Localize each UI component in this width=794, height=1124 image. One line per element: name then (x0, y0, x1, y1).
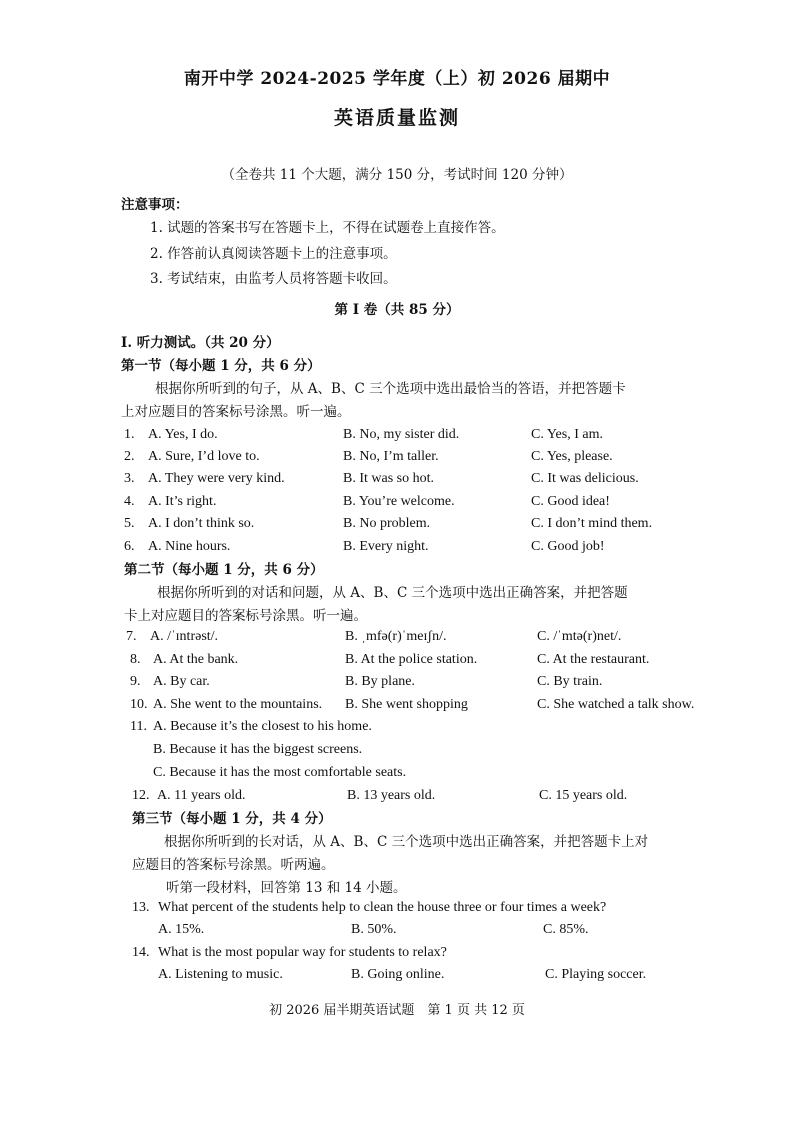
option-c: C. /ˈmtə(r)net/. (537, 629, 622, 644)
section1-heading: 第一节（每小题 1 分，共 6 分） (121, 358, 321, 374)
option-b: B. Because it has the biggest screens. (153, 742, 363, 757)
option-c: C. She watched a talk show. (537, 697, 695, 712)
option-c: C. Good job! (531, 539, 605, 554)
page-footer: 初 2026 届半期英语试题 第 1 页 共 12 页 (269, 1003, 525, 1018)
option-c: C. By train. (537, 674, 603, 689)
question-number: 7. (126, 629, 137, 644)
option-c: C. Yes, please. (531, 449, 613, 464)
note-item-2: 2. 作答前认真阅读答题卡上的注意事项。 (150, 246, 397, 262)
exam-title-line2: 英语质量监测 (333, 107, 460, 129)
part1-heading: I. 听力测试。（共 20 分） (121, 335, 280, 351)
option-a: A. It’s right. (148, 494, 217, 509)
option-a: A. I don’t think so. (148, 516, 255, 531)
notes-heading: 注意事项： (121, 197, 189, 213)
option-b: B. It was so hot. (343, 471, 434, 486)
option-b: B. At the police station. (345, 652, 478, 667)
question-number: 2. (124, 449, 135, 464)
option-b: B. No, my sister did. (343, 427, 460, 442)
question-number: 4. (124, 494, 135, 509)
option-b: B. No problem. (343, 516, 431, 531)
question-number: 8. (130, 652, 141, 667)
option-a: A. /ˈɪntrəst/. (150, 629, 219, 644)
question-number: 3. (124, 471, 135, 486)
question-number: 5. (124, 516, 135, 531)
question-stem: What is the most popular way for students to relax? (158, 945, 447, 960)
section1-instruction-1: 根据你所听到的句子，从 A、B、C 三个选项中选出最恰当的答语，并把答题卡 (155, 381, 626, 397)
section3-material-note: 听第一段材料，回答第 13 和 14 小题。 (166, 880, 407, 896)
question-number: 10. (130, 697, 148, 712)
option-b: B. 50%. (351, 922, 397, 937)
option-a: A. Listening to music. (158, 967, 283, 982)
option-c: C. Good idea! (531, 494, 610, 509)
exam-info: （全卷共 11 个大题，满分 150 分，考试时间 120 分钟） (221, 167, 573, 183)
option-a: A. 15%. (158, 922, 205, 937)
option-b: B. By plane. (345, 674, 415, 689)
option-c: C. Because it has the most comfortable seats. (153, 765, 407, 780)
section2-heading: 第二节（每小题 1 分，共 6 分） (124, 562, 324, 578)
option-b: B. Going online. (351, 967, 445, 982)
option-b: B. She went shopping (345, 697, 468, 712)
section2-instruction-1: 根据你所听到的对话和问题，从 A、B、C 三个选项中选出正确答案，并把答题 (157, 585, 628, 601)
note-item-1: 1. 试题的答案书写在答题卡上，不得在试题卷上直接作答。 (150, 220, 505, 236)
question-number: 11. (130, 719, 147, 734)
question-stem: What percent of the students help to clean the house three or four times a week? (158, 900, 607, 915)
question-number: 14. (132, 945, 150, 960)
option-a: A. Because it’s the closest to his home. (153, 719, 372, 734)
section3-instruction-2: 应题目的答案标号涂黑。听两遍。 (132, 857, 335, 873)
question-number: 13. (132, 900, 150, 915)
option-a: A. Sure, I’d love to. (148, 449, 260, 464)
option-b: B. ˌmfə(r)ˈmeɪʃn/. (345, 629, 447, 644)
section1-instruction-2: 上对应题目的答案标号涂黑。听一遍。 (121, 404, 351, 420)
option-b: B. You’re welcome. (343, 494, 455, 509)
question-number: 12. (132, 788, 150, 803)
question-number: 9. (130, 674, 141, 689)
option-a: A. 11 years old. (157, 788, 246, 803)
option-c: C. I don’t mind them. (531, 516, 653, 531)
section3-heading: 第三节（每小题 1 分，共 4 分） (132, 811, 332, 827)
exam-title-line1: 南开中学 2024-2025 学年度（上）初 2026 届期中 (183, 69, 611, 89)
volume-title: 第 I 卷（共 85 分） (334, 302, 460, 318)
note-item-3: 3. 考试结束，由监考人员将答题卡收回。 (150, 271, 397, 287)
option-a: A. She went to the mountains. (153, 697, 323, 712)
option-a: A. Yes, I do. (148, 427, 218, 442)
option-b: B. 13 years old. (347, 788, 436, 803)
option-a: A. At the bank. (153, 652, 239, 667)
option-c: C. 85%. (543, 922, 589, 937)
option-b: B. Every night. (343, 539, 429, 554)
option-a: A. By car. (153, 674, 210, 689)
option-a: A. Nine hours. (148, 539, 231, 554)
option-a: A. They were very kind. (148, 471, 285, 486)
question-number: 6. (124, 539, 135, 554)
option-b: B. No, I’m taller. (343, 449, 439, 464)
option-c: C. At the restaurant. (537, 652, 650, 667)
section3-instruction-1: 根据你所听到的长对话，从 A、B、C 三个选项中选出正确答案，并把答题卡上对 (164, 834, 649, 850)
option-c: C. 15 years old. (539, 788, 628, 803)
section2-instruction-2: 卡上对应题目的答案标号涂黑。听一遍。 (124, 608, 367, 624)
question-number: 1. (124, 427, 135, 442)
option-c: C. Playing soccer. (545, 967, 647, 982)
option-c: C. Yes, I am. (531, 427, 603, 442)
option-c: C. It was delicious. (531, 471, 639, 486)
